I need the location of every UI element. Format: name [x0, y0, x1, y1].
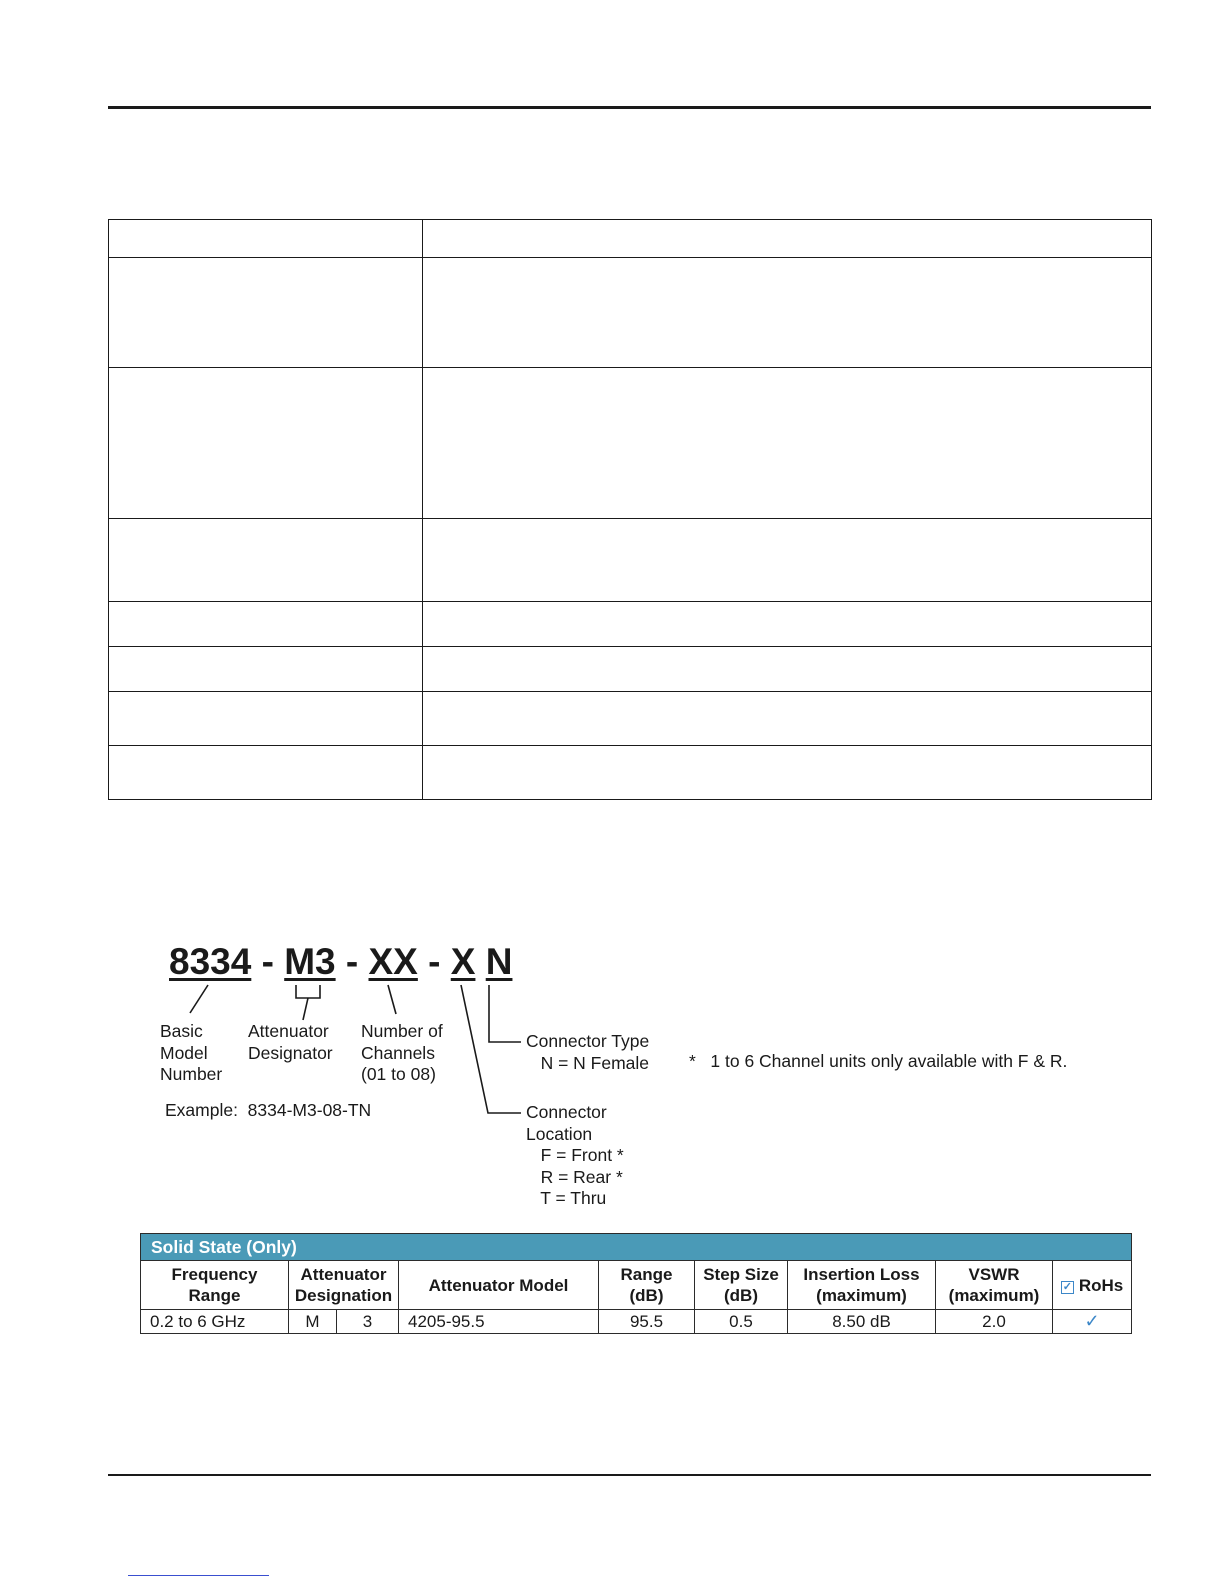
header-frequency — [141, 1261, 289, 1310]
table-row — [109, 602, 1152, 647]
spec-value-cell — [423, 220, 1152, 258]
header-step — [695, 1261, 788, 1310]
header-model-text: Attenuator Model — [428, 1275, 569, 1295]
table-row — [109, 519, 1152, 602]
part-designator: M3 — [284, 941, 336, 982]
example-text: Example: 8334-M3-08-TN — [165, 1100, 372, 1120]
spec-value-cell — [423, 746, 1152, 800]
table-title: Solid State (Only) — [141, 1234, 1132, 1261]
connector-location-label: Connector Location F = Front * R = Rear * T = Thru — [526, 1102, 624, 1208]
spec-label-cell — [109, 746, 423, 800]
part-connector: N — [485, 941, 513, 982]
part-base: 8334 — [169, 941, 252, 982]
header-rohs — [1053, 1261, 1132, 1310]
check-icon: ✓ — [1084, 1311, 1100, 1331]
table-row — [109, 220, 1152, 258]
basic-model-label: Basic Model Number — [160, 1021, 223, 1084]
header-vswr — [936, 1261, 1053, 1310]
header-designation-text: Attenuator Designation — [294, 1265, 393, 1305]
spec-value-cell — [423, 647, 1152, 692]
spec-value-cell — [423, 368, 1152, 519]
cell-designation-number: 3 — [337, 1310, 399, 1334]
part-separator: - — [417, 941, 451, 982]
table-title-row — [141, 1234, 1132, 1261]
cell-rohs — [1053, 1310, 1132, 1334]
footer-rule — [108, 1474, 1151, 1476]
cell-range: 95.5 — [599, 1310, 695, 1334]
spec-value-cell — [423, 602, 1152, 647]
part-location: X — [450, 941, 476, 982]
part-separator: - — [251, 941, 285, 982]
specifications-table — [108, 219, 1152, 800]
cell-designation-letter: M — [289, 1310, 337, 1334]
part-number — [169, 942, 512, 982]
spec-value-cell — [423, 692, 1152, 746]
attenuator-table-wrapper — [140, 1233, 1131, 1334]
spec-label-cell — [109, 647, 423, 692]
table-row — [109, 746, 1152, 800]
number-of-channels-label: Number of Channels (01 to 08) — [361, 1021, 443, 1084]
header-designation — [289, 1261, 399, 1310]
header-rohs-text: RoHs — [1078, 1275, 1124, 1295]
header-range-text: Range (dB) — [620, 1265, 673, 1305]
spec-label-cell — [109, 368, 423, 519]
cell-vswr: 2.0 — [936, 1310, 1053, 1334]
table-header-row — [141, 1261, 1132, 1310]
table-row — [109, 647, 1152, 692]
cell-loss: 8.50 dB — [788, 1310, 936, 1334]
cell-model: 4205-95.5 — [399, 1310, 599, 1334]
attenuator-table — [140, 1233, 1132, 1334]
table-row — [109, 368, 1152, 519]
spec-value-cell — [423, 519, 1152, 602]
header-frequency-text: Frequency Range — [171, 1265, 258, 1305]
attenuator-designator-label: Attenuator Designator — [248, 1021, 333, 1063]
spec-value-cell — [423, 258, 1152, 368]
header-rule — [108, 106, 1151, 109]
table-row — [109, 258, 1152, 368]
spec-label-cell — [109, 258, 423, 368]
header-loss-text: Insertion Loss (maximum) — [803, 1265, 920, 1305]
footnote: * 1 to 6 Channel units only available with F & R. — [689, 1051, 1068, 1071]
cell-frequency: 0.2 to 6 GHz — [141, 1310, 289, 1334]
footer-link-underline[interactable] — [128, 1575, 269, 1576]
table-row — [109, 692, 1152, 746]
header-loss — [788, 1261, 936, 1310]
table-row — [141, 1310, 1132, 1334]
cell-step: 0.5 — [695, 1310, 788, 1334]
connector-type-label: Connector Type N = N Female — [526, 1031, 650, 1073]
spec-label-cell — [109, 602, 423, 647]
spec-label-cell — [109, 692, 423, 746]
header-vswr-text: VSWR (maximum) — [948, 1265, 1040, 1305]
header-range — [599, 1261, 695, 1310]
header-step-text: Step Size (dB) — [703, 1265, 779, 1305]
part-channels: XX — [368, 941, 418, 982]
spec-label-cell — [109, 519, 423, 602]
checkbox-icon: ✓ — [1062, 1280, 1072, 1293]
part-separator: - — [335, 941, 369, 982]
header-model — [399, 1261, 599, 1310]
spec-label-cell — [109, 220, 423, 258]
